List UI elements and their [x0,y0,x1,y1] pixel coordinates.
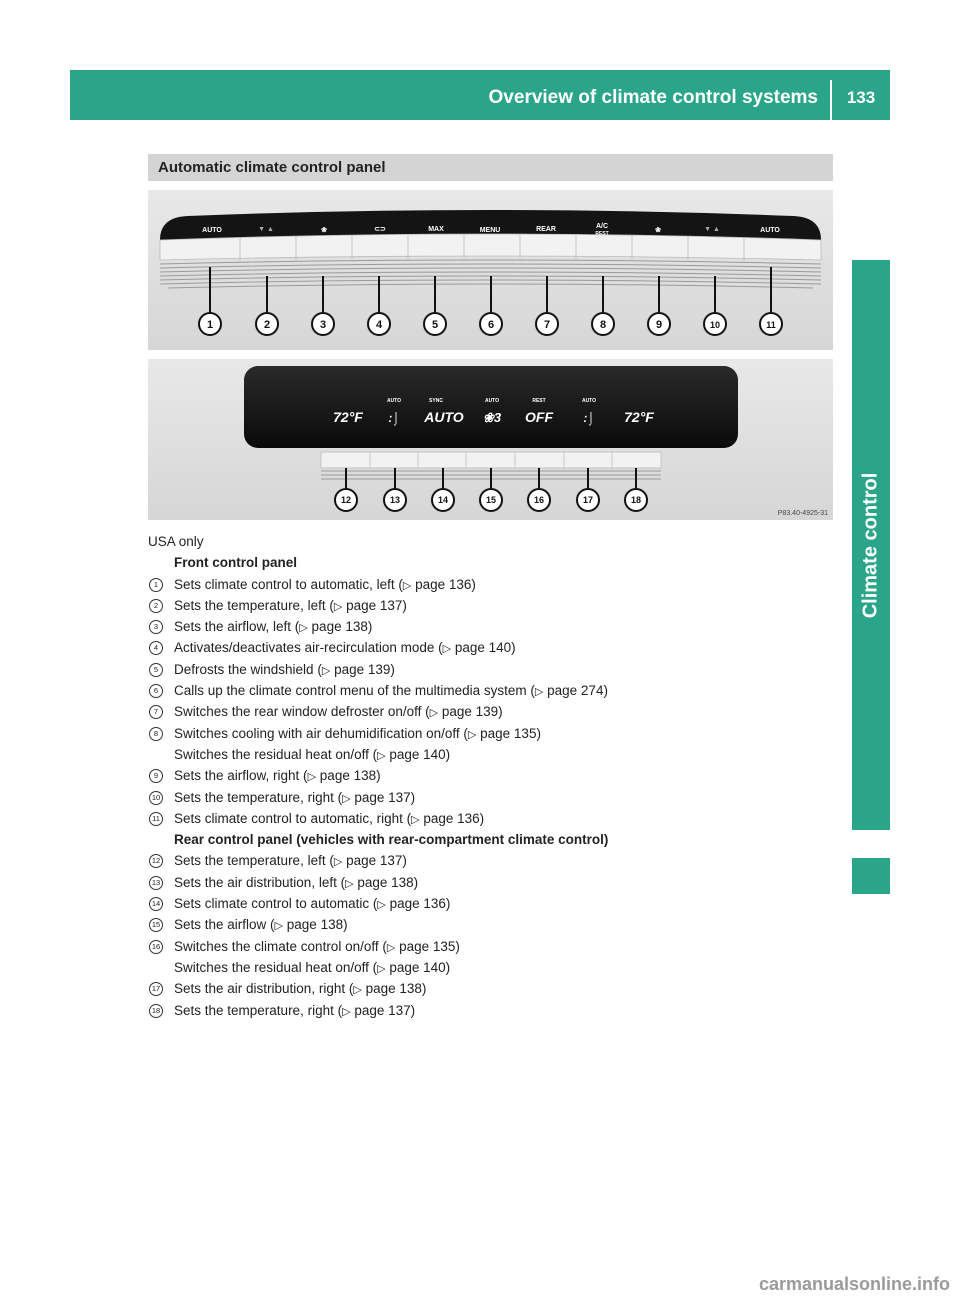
list-item: 18 Sets the temperature, right (▷ page 137) [148,1000,848,1021]
section-title: Automatic climate control panel [158,159,386,176]
rear-display [244,366,738,448]
svg-text::⌡: :⌡ [388,411,400,425]
svg-text:17: 17 [582,495,594,505]
control-panel-illustration [148,190,833,520]
svg-text:14: 14 [437,495,449,505]
svg-text:5: 5 [431,319,439,331]
list-item: 2 Sets the temperature, left (▷ page 137) [148,595,848,616]
btn-fan-right: ❀ [655,227,661,234]
btn-fan-left: ❀ [321,227,327,234]
svg-text::⌡: :⌡ [583,411,595,425]
list-item: 10 Sets the temperature, right (▷ page 137) [148,787,848,808]
list-item: 5 Defrosts the windshield (▷ page 139) [148,659,848,680]
rear-off: OFF [525,409,553,425]
page-number: 133 [846,88,876,107]
list-item: 14 Sets climate control to automatic (▷ page 136) [148,893,848,914]
rear-temp-right: 72°F [624,409,654,425]
btn-rear: REAR [536,226,556,233]
svg-text:AUTO: AUTO [484,398,500,404]
list-item: 3 Sets the airflow, left (▷ page 138) [148,616,848,637]
btn-menu: MENU [479,227,501,234]
item-list [148,531,848,1021]
btn-temp-left: ▼ ▲ [258,226,274,233]
list-item: 6 Calls up the climate control menu of the multimedia system (▷ page 274) [148,680,848,701]
svg-text:9: 9 [655,319,663,331]
btn-temp-right: ▼ ▲ [704,226,720,233]
btn-ac: A/C [595,223,609,230]
list-item: 1 Sets climate control to automatic, left (▷ page 136) [148,574,848,595]
svg-text:AUTO: AUTO [581,398,597,404]
list-item: 11 Sets climate control to automatic, right (▷ page 136) [148,808,848,829]
btn-recirc: ⊂⊃ [374,226,386,233]
list-item: 13 Sets the air distribution, left (▷ page 138) [148,872,848,893]
svg-text:REST: REST [532,398,546,404]
list-item: Switches the residual heat on/off (▷ page 140) [174,746,451,762]
list-item: Switches the residual heat on/off (▷ page 140) [174,959,451,975]
list-item: 12 Sets the temperature, left (▷ page 137) [148,850,848,871]
btn-defrost: MAX [428,226,444,233]
rear-button-row [321,452,661,468]
svg-text:12: 12 [340,495,352,505]
section-heading-bar [148,154,833,181]
region-note: USA only [148,534,204,549]
list-item: 16 Switches the climate control on/off (▷ page 135) [148,936,848,957]
btn-auto-right: AUTO [760,227,780,234]
btn-rest: REST [595,231,609,237]
svg-text:18: 18 [630,495,642,505]
rear-fan: ❀3 [482,410,502,425]
svg-text:2: 2 [263,319,271,331]
list-item: 9 Sets the airflow, right (▷ page 138) [148,765,848,786]
svg-text:7: 7 [543,319,551,331]
svg-text:6: 6 [487,319,495,331]
rear-temp-left: 72°F [333,409,363,425]
list-item: 17 Sets the air distribution, right (▷ page 138) [148,978,848,999]
list-item: 15 Sets the airflow (▷ page 138) [148,914,848,935]
side-tab-label-wrap [852,260,890,830]
svg-text:3: 3 [319,319,327,331]
list-item: 7 Switches the rear window defroster on/off (▷ page 139) [148,701,848,722]
control-panel-figure [148,190,833,520]
svg-text:11: 11 [766,320,776,330]
list-item: 8 Switches cooling with air dehumidification on/off (▷ page 135) [148,723,848,744]
svg-text:8: 8 [599,319,607,331]
rear-auto: AUTO [424,409,464,425]
svg-text:13: 13 [389,495,401,505]
svg-text:4: 4 [375,319,383,331]
side-tab-label: Climate control [859,472,882,618]
list-item: 4 Activates/deactivates air-recirculation mode (▷ page 140) [148,637,848,658]
chapter-title: Overview of climate control systems [488,87,818,108]
side-tab-marker [852,858,890,894]
header-bar [70,70,890,120]
watermark: carmanualsonline.info [758,1274,950,1294]
btn-auto-left: AUTO [202,227,222,234]
front-panel-heading: Front control panel [174,555,297,571]
rear-panel-heading: Rear control panel (vehicles with rear-compartment climate control) [174,832,609,848]
svg-text:16: 16 [533,495,545,505]
svg-text:10: 10 [709,320,721,330]
svg-text:15: 15 [485,495,497,505]
svg-text:SYNC: SYNC [429,398,443,404]
svg-text:1: 1 [206,319,214,331]
svg-text:AUTO: AUTO [386,398,402,404]
figure-code: P83.40-4925-31 [777,510,828,517]
